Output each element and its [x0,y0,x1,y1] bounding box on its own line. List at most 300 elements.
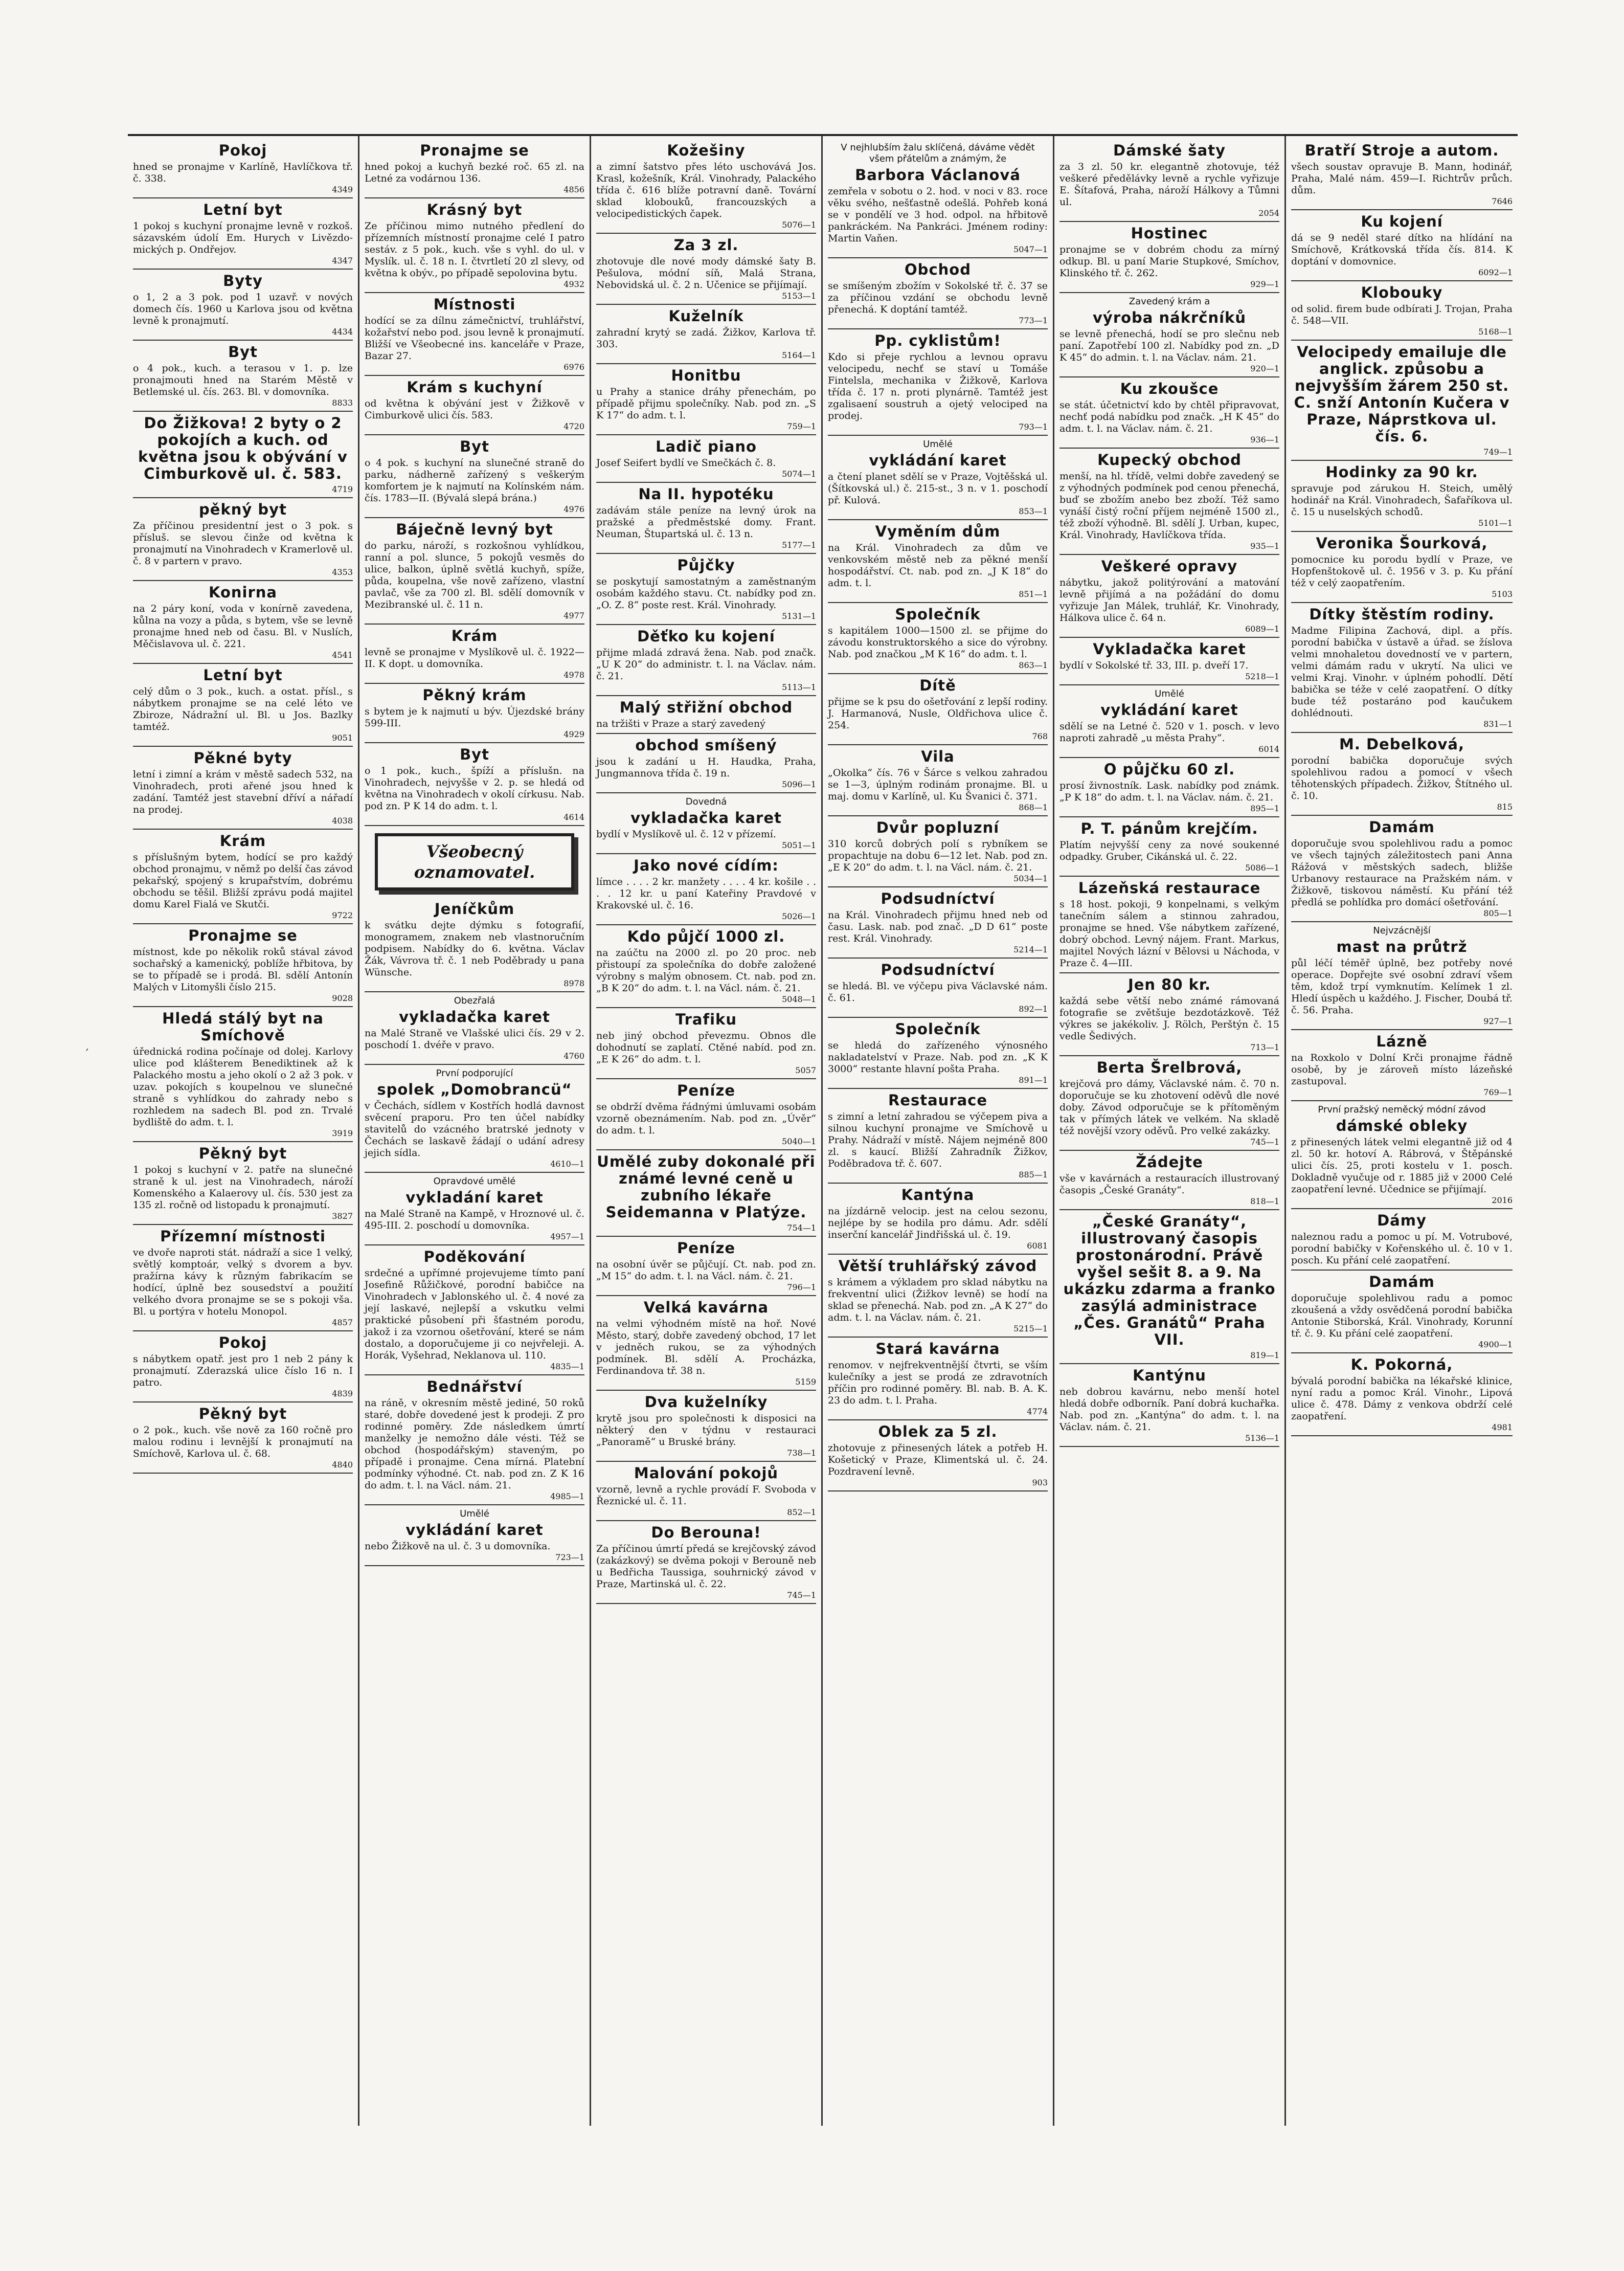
ad-code: 6014 [1258,744,1279,754]
ad-headline: Jako nové cídím: [634,857,779,874]
ad-text: na osobní úvěr se půjčují. Ct. nab. pod zn. „M 15“ do adm. t. l. na Václ. nám. č. 21. [596,1259,816,1282]
ad-headline: Dámské šaty [1113,142,1226,159]
ad-text: krejčová pro dámy, Václavské nám. č. 70 n. doporučuje se ku zhotovení oděvů dle nové doby. Závod odporučuje se k přítoměným tak v přímých látek ve velkém. Na skladě též novější vzory oděvů. Pro velké zakázky. [1059,1078,1279,1137]
ad-code: 4610—1 [550,1159,584,1169]
ad-code: 5153—1 [782,291,816,301]
ad-code: 6976 [563,362,584,372]
ad-headline: Dítě [919,677,956,694]
ad-code: 9722 [332,910,353,920]
ad-text: místnost, kde po několik roků stával závod sochařský a kamenický, poblíže hřbitova, by se to případě se i prodá. Bl. sdělí Antonín Malých v Litomyšli číslo 215. [133,946,353,993]
classified-ad [1291,1271,1513,1353]
ad-prefix: Zavedený krám a [1129,296,1210,307]
classified-ad [365,1505,584,1566]
ad-headline: Vykladačka karet [1093,640,1246,658]
ad-text: Platím nejvyšší ceny za nové soukenné odpadky. Gruber, Cikánská ul. č. 22. [1059,839,1279,862]
classified-ad [1059,685,1279,758]
ad-headline: Krásný byt [426,201,523,218]
ad-text: zhotovuje z přinesených látek a potřeb H. Košetický v Praze, Klimentská ul. č. 24. Pozdravení levně. [828,1442,1048,1477]
ad-text: na Roxkolo v Dolní Krči pronajme řádně osobě, by je zároveň místo lázeňské zastupoval. [1291,1052,1513,1087]
ad-code: 885—1 [1019,1170,1048,1179]
ad-text: na Král. Vinohradech přijmu hned neb od času. Lask. nab. pod znač. „D D 61“ poste rest. Král. Vinohrady. [828,909,1048,944]
ad-headline: Podsudníctví [881,961,995,978]
classified-ad [365,518,584,625]
classified-ad [596,1296,816,1391]
notice-line-1: Všeobecný [426,842,523,861]
classified-ad [828,745,1048,816]
classified-ad [133,924,353,1007]
ad-text: u Prahy a stanice dráhy přenechám, po případě přijmu společníky. Nab. pod zn. „S K 17“ do adm. t. l. [596,386,816,421]
ad-prefix: Umělé [460,1508,489,1519]
ad-text: zemřela v sobotu o 2. hod. v noci v 83. roce věku svého, nešťastně odešlá. Pohřeb koná se v pondělí ve 3 hod. odpol. na hřbitově pankráckém. Na Pankráci. Jménem rodiny: Martin Vaňen. [828,186,1048,244]
ad-text: Kdo si přeje rychlou a levnou opravu velocipedu, nechť se staví u Tomáše Fintelsla, mechanika v Žižkově, Karlova třída č. 17 n. proti plynárně. Tamtéž jest zgalisaení soustruh a ojetý velociped na prodej. [828,351,1048,421]
ad-text: nebo Žižkově na ul. č. 3 u domovníka. [365,1541,551,1552]
ad-code: 3919 [332,1128,353,1138]
classified-ad [133,412,353,498]
ad-text: s kapitálem 1000—1500 zl. se přijme do závodu konstruktorského a sice do výrobny. Nab. pod značkou „M K 16“ do adm. t. l. [828,625,1048,660]
ad-headline: Pěkný krám [422,686,527,704]
ad-text: o 4 pok., kuch. a terasou v 1. p. lze pronajmouti hned na Starém Městě v Betlemské ul. čís. 263. Bl. v domovníka. [133,363,353,397]
classified-ad [828,520,1048,603]
ad-code: 4900—1 [1478,1340,1513,1349]
ad-code: 749—1 [1483,447,1513,457]
ad-text: se poskytují samostatným a zaměstnaným osobám každého stavu. Ct. nabídky pod zn. „O. Z. 8“ poste rest. Král. Vinohrady. [596,576,816,611]
ad-text: půl léčí téměř úplně, bez potřeby nové operace. Dopřejte své osobní zdraví všem těm, kdož trpí vymknutím. Kelímek 1 zl. Hledí úspěch u každého. J. Fischer, Doubá tř. č. 56. Praha. [1291,958,1513,1016]
ad-code: 4840 [332,1460,353,1470]
ad-text: menší, na hl. třídě, velmi dobře zavedený se z výhodných podmínek pod cenou přenechá, buď se zbožím anebo bez zboží. Též samo vynáší čistý roční příjem nejméně 1500 zl., též zboží výhodně. Bl. sdělí J. Urban, kupec, Král. Vinohrady, Havlíčkova třída. [1059,471,1279,541]
ad-code: 4835—1 [550,1362,584,1371]
ad-headline: Na II. hypotéku [638,485,774,503]
ad-text: zahradní krytý se zadá. Žižkov, Karlova tř. 303. [596,327,816,350]
ad-text: o 1 pok., kuch., špíží a příslušn. na Vinohradech, nejvyšše v 2. p. se hledá od května na Vinohradech v okolí církusu. Nab. pod zn. P K 14 do adm. t. l. [365,765,584,812]
ad-code: 5159 [795,1377,816,1387]
ad-headline: Kožešiny [667,142,746,159]
ad-headline: vykladačka karet [399,1008,550,1026]
ad-headline: Umělé zuby dokonalé při známé levné ceně u zubního lékaře Seidemanna v Platýze. [597,1153,816,1221]
classified-ad [1291,733,1513,816]
classified-ad [1291,922,1513,1030]
ad-code: 5136—1 [1245,1433,1279,1443]
ad-code: 745—1 [787,1590,816,1600]
ad-headline: Veronika Šourková, [1316,535,1488,552]
ad-code: 805—1 [1483,908,1513,918]
classified-ad [828,603,1048,674]
classified-ad [133,498,353,581]
ad-headline: Byt [228,343,258,361]
ad-headline: Přízemní místnosti [160,1228,326,1245]
ad-code: 5034—1 [1013,874,1048,883]
classified-ad [596,1079,816,1150]
ad-code: 4981 [1492,1422,1513,1432]
classified-ad [1059,877,1279,973]
classified-ad [365,376,584,435]
ad-text: z přinesených látek velmi elegantně již od 4 zl. 50 kr. hotoví A. Rábrová, v Štěpánské ulici čís. 25, proti kostelu v 1. posch. Dokladně vyučuje od r. 1885 již v 2000 Celé zaopatření levné. Učednice se přijímají. [1291,1137,1513,1195]
ad-text: vzorně, levně a rychle provádí F. Svoboda v Řeznické ul. č. 11. [596,1484,816,1507]
ad-headline: P. T. pánům krejčím. [1080,820,1258,837]
ad-headline: Jeníčkům [434,900,515,918]
ad-headline: Pokoj [218,1334,267,1351]
ad-code: 4349 [332,185,353,194]
ad-headline: Dámy [1377,1212,1427,1229]
ad-headline: Lázeňská restaurace [1078,879,1261,897]
ad-headline: Pronajme se [188,927,298,944]
ad-code: 4929 [563,729,584,739]
ad-code: 3827 [332,1211,353,1221]
ad-headline: Půjčky [677,556,735,574]
ad-headline: Společník [895,1020,981,1038]
ad-headline: Velocipedy emailuje dle anglick. způsobu a nejvyšším žárem 250 st. C. snží Antonín Kučera v Praze, Náprstkova ul. čís. 6. [1294,343,1510,445]
ad-code: 5215—1 [1013,1324,1048,1333]
classified-ad [1059,817,1279,877]
ad-code: 936—1 [1250,435,1279,444]
classified-ad [1059,758,1279,817]
ad-code: 831—1 [1483,719,1513,729]
column-4 [823,136,1054,2126]
ad-headline: Byty [223,272,263,290]
ad-headline: Klobouky [1361,284,1443,301]
classified-ad [1059,293,1279,377]
classified-ad [365,198,584,293]
ad-text: 1 pokoj s kuchyní v 2. patře na slunečné straně k ul. jest na Vinohradech, nároží Komenského a Kalaerovy ul. čís. 530 jest za 135 zl. ročně od listopadu k pronajmutí. [133,1164,353,1211]
classified-ad [133,1402,353,1474]
column-3 [591,136,823,2126]
ad-headline: Kdo půjčí 1000 zl. [627,928,785,945]
ad-text: od května k obývání jest v Žižkově v Cimburkově ulici čís. 583. [365,398,584,421]
ad-headline: Ku zkoušce [1120,380,1219,397]
ad-headline: Hodinky za 90 kr. [1325,463,1478,481]
classified-ad [596,925,816,1008]
ad-headline: Peníze [676,1239,736,1257]
ad-text: na Malé Straně na Kampě, v Hroznové ul. č. 495-III. 2. poschodí u domovníka. [365,1208,584,1231]
ad-code: 4038 [332,816,353,826]
ad-headline: Stará kavárna [875,1340,1000,1357]
ad-text: hodící se za dílnu zámečnictví, truhlářství, kožařství nebo pod. jsou levně k pronajmutí. Bližší ve Všeobecné ins. kanceláře v Praze, Bazar 27. [365,315,584,362]
classified-ad [828,887,1048,959]
ad-headline: Dítky štěstím rodiny. [1309,606,1495,623]
ad-headline: mast na průtrž [1336,938,1468,955]
classified-ad [596,1462,816,1521]
classified-ad [596,1391,816,1462]
ad-code: 891—1 [1019,1075,1048,1085]
ad-text: krytě jsou pro společnosti k disposici na některý den v týdnu v restauraci „Panoramě“ u Bruské brány. [596,1413,816,1448]
ad-text: Madme Filipina Zachová, dipl. a přís. porodní babička v ústavě a úřad. se žíslova velmi mnohaletou dovedností ve v partern, velmi dámám radu v ukrytí. Na ulici ve velmi Kraj. Vinohr. v úplném pohodlí. Dětí babička se téže v celé zaopatření. O dítky bude též postaráno pod kaučukem dohlédnouti. [1291,625,1513,719]
ad-text: od solid. firem bude odbírati J. Trojan, Praha č. 548—VII. [1291,303,1513,326]
ad-headline: Do Žižkova! 2 byty o 2 pokojích a kuch. od května jsou k obývání v Cimburkově ul. č. 583. [138,414,348,482]
ad-text: na ráně, v okresním městě jediné, 50 roků staré, dobře dovedené jest k prodeji. Z pro rodinné poměry. Zde následkem úmrtí manželky je nemožno dále vésti. Též se obchod (hospodářským) staveným, po případě i pronajme. Cena mírná. Platební podmínky výhodné. Ct. nab. pod zn. Z K 16 do adm. t. l. na Václ. nám. 21. [365,1397,584,1491]
classified-ad [1059,638,1279,685]
ad-code: 4347 [332,256,353,265]
ad-code: 5101—1 [1478,518,1513,528]
classified-ad [828,674,1048,745]
classified-ad [133,747,353,830]
ad-code: 2054 [1258,208,1279,218]
ad-text: vše v kavárnách a restauracích illustrovaný časopis „České Granáty“. [1059,1173,1279,1196]
classified-ad [1291,603,1513,733]
ad-headline: Vila [921,748,955,765]
ad-code: 4839 [332,1389,353,1398]
ad-text: přijme se k psu do ošetřování z lepší rodiny. J. Harmanová, Nusle, Oldřichova ulice č. 254. [828,696,1048,731]
classified-ad [133,139,353,198]
classified-ad [365,743,584,826]
ad-text: naleznou radu a pomoc u pí. M. Votrubové, porodní babičky v Kořenského ul. č. 10 v 1. posch. Ku přání celé zaopatření. [1291,1231,1513,1266]
ad-headline: Bratří Stroje a autom. [1304,142,1499,159]
ad-text: na zaúčtu na 2000 zl. po 20 proc. neb přistoupí za společníka do dobře založené výrobny s malým obnosem. Ct. nab. pod zn. „B K 20“ do adm. t. l. na Václ. nám. č. 21. [596,947,816,994]
classified-ad [1059,973,1279,1056]
ad-code: 793—1 [1019,422,1048,432]
ad-code: 4985—1 [550,1491,584,1501]
classified-ad [596,1150,816,1237]
ad-headline: Báječně levný byt [396,521,553,538]
ad-code: 9028 [332,993,353,1003]
classified-ad [365,625,584,684]
ad-headline: Berta Šrelbrová, [1096,1059,1243,1076]
ad-prefix: První pražský neměcký módní závod [1318,1104,1486,1115]
ad-code: 738—1 [787,1448,816,1458]
ad-text: k svátku dejte dýmku s fotografií, monogramem, znakem neb vlastnoručním podpisem. Nabídky do 6. května. Václav Žák, Vávrova tř. č. 1 neb Poděbrady u pana Wünsche. [365,920,584,978]
ad-headline: Vyměním dům [875,523,1001,540]
classified-ad [1059,139,1279,222]
ad-text: zadávám stále peníze na levný úrok na pražské a předměstské domy. Frant. Neuman, Štupartská ul. č. 13 n. [596,505,816,540]
classified-ad [596,793,816,854]
ad-code: 892—1 [1019,1004,1048,1014]
ad-code: 5074—1 [782,469,816,479]
ad-code: 768 [1032,731,1048,741]
ad-text: s příslušným bytem, hodící se pro každý obchod pronajmu, v němž po delší čas závod pekařský, spojený s krupařstvím, dobrému obchodu se těšil. Bližší zprávu podá majitel domu Karel Fialá ve Skutči. [133,852,353,910]
classified-columns [128,134,1518,2126]
classified-ad [365,1375,584,1505]
margin-mark: ′ [86,1048,88,1060]
ad-code: 4857 [332,1318,353,1327]
ad-text: jsou k zadání u H. Haudka, Praha, Jungmannova třída č. 19 n. [596,756,816,779]
ad-headline: Děťko ku kojení [637,628,775,645]
classified-ad [365,1065,584,1173]
ad-text: všech soustav opravuje B. Mann, hodinář, Praha, Malé nám. 459—I. Richtrův průch. dům. [1291,161,1513,196]
ad-code: 4719 [332,484,353,494]
ad-text: se hledá. Bl. ve výčepu piva Václavské nám. č. 61. [828,981,1048,1004]
ad-prefix: V nejhlubším žalu sklíčená, dáváme vědět všem přátelům a známým, že [841,142,1035,164]
classified-ad [828,1184,1048,1255]
ad-prefix: První podporující [436,1068,513,1079]
ad-headline: pěkný byt [199,501,287,518]
ad-prefix: Obezřalá [454,995,495,1006]
ad-headline: Oblek za 5 zl. [878,1423,998,1440]
classified-ad [365,293,584,376]
classified-ad [596,1008,816,1079]
ad-headline: Kuželník [668,307,744,325]
ad-headline: „České Granáty“, illustrovaný časopis prostonárodní. Právě vyšel sešit 8. a 9. Na ukázku zdarma a franko zasýlá administrace „Čes. Granátů“ Praha VII. [1063,1213,1276,1348]
ad-code: 5048—1 [782,994,816,1004]
ad-code: 4720 [563,421,584,431]
classified-ad [133,270,353,341]
ad-headline: Hostinec [1131,225,1208,242]
ad-headline: Letní byt [203,201,283,218]
ad-text: do parku, nároží, s rozkošnou vyhlídkou, ranní a pol. slunce, 5 pokojů vesměs do ulice, balkon, úplně světlá kuchyň, spíže, půda, koupelna, vše nově zařízeno, vlastní pavlač, vše za 700 zl. Bl. sdělí domovník v Mezibranské ul. č. 11 n. [365,540,584,610]
column-6 [1286,136,1518,2126]
ad-code: 4353 [332,567,353,577]
ad-text: hned se pronajme v Karlíně, Havlíčkova tř. č. 338. [133,161,353,184]
ad-code: 4977 [563,611,584,620]
ad-headline: M. Debelková, [1339,736,1464,753]
ad-code: 8978 [563,978,584,988]
classified-ad [828,139,1048,258]
ad-code: 9051 [332,733,353,743]
ad-headline: O půjčku 60 zl. [1103,761,1235,778]
ad-text: Za příčinou úmrtí předá se krejčovský závod (zakázkový) se dvěma pokoji v Berouně neb u Bedřicha Taussiga, souhrnický závod v Praze, Martinská ul. č. 22. [596,1543,816,1590]
column-1 [128,136,359,2126]
classified-ad [365,1173,584,1245]
ad-headline: Kupecký obchod [1097,451,1242,469]
ad-text: na jízdárně velocip. jest na celou sezonu, nejlépe by se hodila pro dámu. Adr. sdělí inserční kancelář Jindřišská ul. č. 19. [828,1206,1048,1240]
ad-code: 5096—1 [782,780,816,789]
classified-ad [133,1331,353,1402]
ad-headline: Místnosti [433,296,516,313]
classified-ad [365,1245,584,1375]
classified-ad [828,1338,1048,1420]
ad-headline: vykladání karet [405,1189,544,1206]
ad-text: doporučuje svou spolehlivou radu a pomoc ve všech tajných záležitostech pani Anna Rážová v městských sadech, bližše Urbanovy restaurace na Pražském nám. v Žižkově, tiskovou náměstí. Ku přání též předlá se pohlídka pro domácí ošetřování. [1291,838,1513,908]
ad-headline: obchod smíšený [635,737,777,754]
ad-headline: Pp. cyklistům! [874,332,1001,349]
ad-headline: Trafiku [675,1011,737,1028]
ad-headline: vykladačka karet [630,809,782,827]
ad-headline: Honitbu [671,367,741,384]
ad-headline: Pěkný byt [198,1405,287,1422]
ad-text: „Okolka“ čís. 76 v Šárce s velkou zahradou se 1—3, úplným rodinám pronajme. Bl. u maj. domu v Karlíně, ul. Ku Švanici č. 371. [828,767,1048,802]
classified-ad [1059,1364,1279,1447]
classified-ad [596,625,816,696]
ad-text: prosí živnostník. Lask. nabídky pod známk. „P K 18“ do adm. t. l. na Václav. nám. č. 21. [1059,780,1279,803]
ad-headline: Barbora Václanová [855,166,1021,184]
classified-ad [365,992,584,1065]
classified-ad [596,234,816,305]
ad-text: a čtení planet sdělí se v Praze, Vojtěšská ul. (Šítkovská ul.) č. 215-st., 3 n. v 1. poschodí př. Kulová. [828,471,1048,506]
ad-text: doporučuje spolehlivou radu a pomoc zkoušená a vždy osvědčená porodní babička Antonie Stiborská, Král. Vinohrady, Korunní tř. č. 9. Ku přání celé zaopatření. [1291,1293,1513,1339]
ad-code: 5076—1 [782,220,816,230]
ad-code: 2016 [1492,1195,1513,1205]
ad-text: neb jiný obchod převezmu. Obnos dle dohodnutí se zaplatí. Ctěné nabíd. pod zn. „E K 26“ do adm. t. l. [596,1030,816,1065]
ad-text: ve dvoře naproti stát. nádraží a sice 1 velký, světlý komptoár, velký s dvorem a byv. pražírna kávy k různým fabrikacím se hodící, úplně bez sousedství a použití velkého dvora pronajme se se s pokoji vša. Bl. u portýra v hotelu Monopol. [133,1247,353,1317]
ad-text: renomov. v nejfrekventnější čtvrti, se vším kulečníky a jest se prodá ze zdravotních příčin pro rodinné poměry. Bl. nab. B. A. K. 23 do adm. t. l. Praha. [828,1360,1048,1406]
ad-text: s bytem je k najmutí u býv. Újezdské brány 599-III. [365,706,584,729]
ad-code: 4932 [563,279,584,289]
ad-code: 935—1 [1250,541,1279,551]
ad-headline: Podsudníctví [881,890,995,907]
ad-code: 5113—1 [782,682,816,692]
ad-code: 6092—1 [1478,268,1513,277]
ad-text: se smíšeným zbožím v Sokolské tř. č. 37 se za příčinou vzdání se obchodu levně přenechá. K doptání tamtéž. [828,280,1048,315]
classified-ad [133,664,353,747]
ad-code: 6089—1 [1245,624,1279,634]
ad-headline: Ladič piano [656,438,757,455]
ad-code: 853—1 [1019,506,1048,516]
classified-ad [1291,139,1513,210]
ad-text: se levně přenechá, hodí se pro slečnu neb paní. Zapotřebí 100 zl. Nabídky pod zn. „D K 45“ do admin. t. l. na Václav. nám. 21. [1059,328,1279,363]
classified-ad [596,854,816,925]
ad-text: se stát. účetnictví kdo by chtěl připravovat, nechť podá nabídku pod značk. „H K 45“ do adm. t. l. na Václav. nám. č. 21. [1059,399,1279,434]
ad-text: hned pokoj a kuchyň bezké roč. 65 zl. na Letné za vodárnou 136. [365,161,584,184]
ad-headline: Malování pokojů [634,1464,779,1482]
ad-text: bývalá porodní babička na lékařské klinice, nyní radu a pomoc Král. Vinohr., Lipová ulice č. 478. Dámy z venkova obdrží celé zaopatření. [1291,1375,1513,1422]
ad-text: pomocnice ku porodu bydlí v Praze, ve Hopfenštokově ul. č. 1956 v 3. p. Ku přání též v celý zaopatřením. [1291,554,1513,589]
ad-code: 5086—1 [1245,863,1279,873]
ad-headline: Pokoj [218,142,267,159]
ad-text: o 1, 2 a 3 pok. pod 1 uzavř. v nových domech čís. 1960 u Karlova jsou od května levně k pronajmutí. [133,292,353,326]
classified-ad [133,1142,353,1225]
classified-ad [1059,1210,1279,1364]
ad-code: 929—1 [1250,279,1279,289]
ad-code: 4541 [332,650,353,660]
classified-ad [596,1521,816,1604]
classified-ad [1291,341,1513,461]
ad-headline: Veškeré opravy [1101,558,1238,575]
ad-text: a zimní šatstvo přes léto uschovává Jos. Krasl, kožešník, Král. Vinohrady, Palackého třída č. 616 blíže potravní daně. Tovární sklad klobouků, francouzských a velocipedistických čapek. [596,161,816,219]
classified-ad [1059,449,1279,555]
ad-text: zhotovuje dle nové mody dámské šaty B. Pešulova, módní síň, Malá Strana, Nebovidská ul. č. 2 n. Učenice se přijímají. [596,256,816,291]
ad-text: límce . . . . 2 kr. manžety . . . . 4 kr. košile . . . . 12 kr. u paní Kateřiny Pravdové v Krakovské ul. č. 16. [596,876,816,911]
ad-text: 310 korců dobrých polí s rybníkem se propachtuje na dobu 6—12 let. Nab. pod zn. „E K 20“ do adm. t. l. na Václ. nám. č. 21. [828,838,1048,873]
ad-text: na 2 páry koní, voda v konírně zavedena, kůlna na vozy a půda, s bytem, vše se levně pronajme hned neb od času. Bl. v Nuslích, Měčislavova ul. č. 221. [133,603,353,650]
ad-code: 713—1 [1250,1042,1279,1052]
ad-headline: Do Berouna! [651,1524,761,1541]
ad-text: letní i zimní a krám v městě sadech 532, na Vinohradech, proti ařené jsou hned k zadání. Tamtéž jest stavební dříví a nářadí na prodej. [133,769,353,815]
classified-ad [828,816,1048,887]
ad-text: na Král. Vinohradech za dům ve venkovském městě neb za pěkné menší hospodářství. Ct. nab. pod zn. „J K 18“ do adm. t. l. [828,542,1048,589]
ad-code: 5168—1 [1478,327,1513,337]
ad-headline: Malý střižní obchod [619,699,793,716]
ad-headline: Pěkné byty [193,749,292,767]
ad-code: 815 [1497,802,1513,812]
ad-headline: Velká kavárna [643,1299,769,1316]
classified-ad [1291,532,1513,603]
classified-ad [828,436,1048,520]
ad-code: 920—1 [1250,364,1279,373]
classified-ad [1059,222,1279,293]
ad-code: 4976 [563,504,584,514]
ad-text: pronajme se v dobrém chodu za mírný odkup. Bl. u paní Marie Stupkové, Smíchov, Klinského tř. č. 262. [1059,244,1279,279]
ad-text: o 4 pok. s kuchyní na slunečné straně do parku, nádherně zařízený s veškerým komfortem je k najmutí na Kolínském nám. čís. 1783—II. (Bývalá slepá brána.) [365,457,584,504]
classified-ad [596,364,816,435]
general-notice-box [375,833,574,890]
classified-ad [828,258,1048,329]
ad-code: 4957—1 [550,1232,584,1241]
ad-code: 895—1 [1250,804,1279,813]
classified-ad [1291,1101,1513,1209]
ad-headline: Damám [1369,818,1435,836]
ad-headline: Kantýnu [1133,1367,1206,1384]
ad-code: 4760 [563,1051,584,1061]
ad-headline: vykládání karet [1100,701,1238,719]
classified-ad [133,1007,353,1142]
ad-code: 4978 [563,670,584,680]
ad-code: 6081 [1027,1241,1048,1251]
classified-ad [365,435,584,518]
classified-ad [1291,461,1513,532]
ad-text: na Malé Straně ve Vlašské ulici čís. 29 v 2. poschodí 1. dvéře v pravo. [365,1028,584,1051]
classified-ad [596,734,816,793]
ad-headline: Pronajme se [420,142,529,159]
ad-code: 5051—1 [782,840,816,850]
ad-code: 5047—1 [1013,244,1048,254]
ad-headline: Damám [1369,1273,1435,1290]
ad-text: s 18 host. pokoji, 9 konpelnami, s velkým tanečním sálem a stinnou zahradou, pronajme se hned. Vše nábytkem zařízené, dobrý obchod. Levný nájem. Frant. Markus, majitel Nových lázní v Bělovsi u Náchoda, v Praze č. 4—III. [1059,899,1279,969]
classified-ad [1291,1353,1513,1436]
classified-ad [1059,377,1279,449]
classified-ad [1291,210,1513,281]
classified-ad [133,1225,353,1331]
classified-ad [596,483,816,554]
ad-headline: K. Pokorná, [1350,1356,1453,1373]
ad-code: 868—1 [1019,803,1048,812]
ad-headline: Byt [460,438,489,455]
